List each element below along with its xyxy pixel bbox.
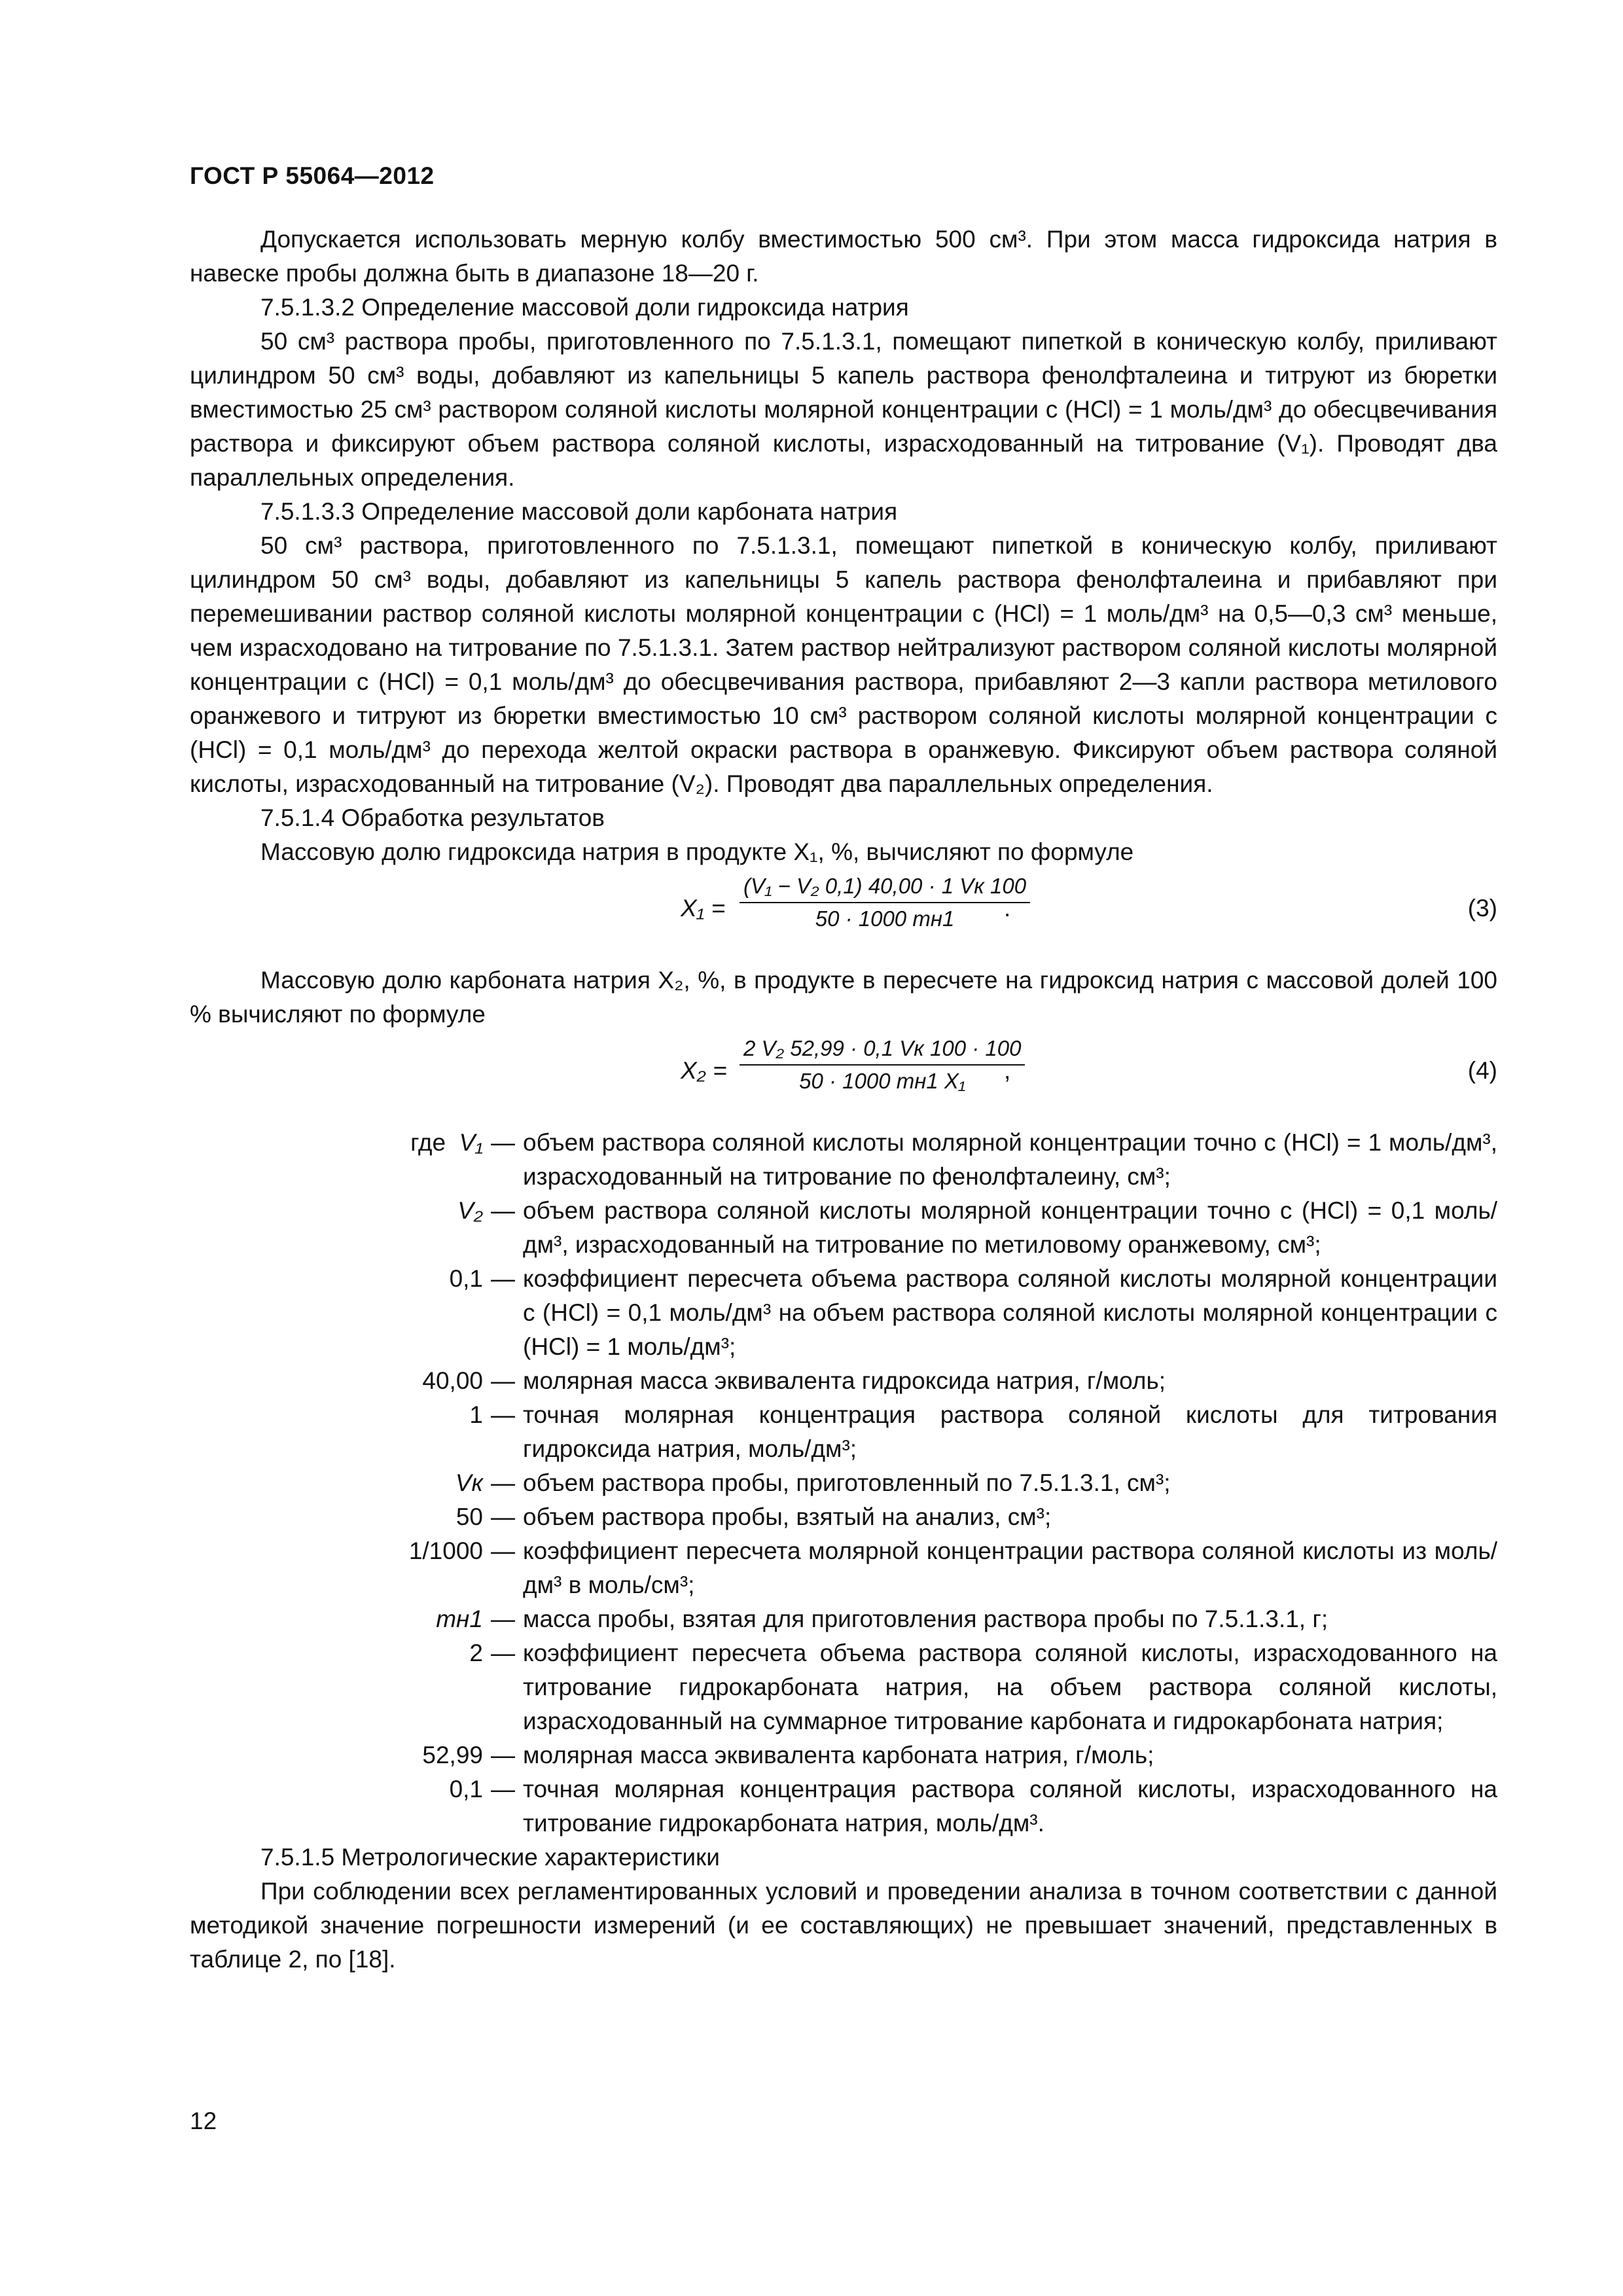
formula-3-number: (3)	[1467, 895, 1497, 922]
formula-3	[190, 872, 1497, 949]
formula-legend	[190, 1126, 1497, 1840]
legend-dash: —	[491, 1401, 515, 1428]
legend-dash: —	[491, 1129, 515, 1156]
legend-text: объем раствора соляной кислоты молярной концентрации точно с (HCl) = 0,1 моль/дм³, израсходованный на титрование по метиловому оранжевому, см³;	[523, 1197, 1497, 1258]
formula-4-number: (4)	[1467, 1057, 1497, 1084]
legend-dash: —	[491, 1605, 515, 1632]
legend-text: объем раствора пробы, взятый на анализ, см³;	[523, 1503, 1052, 1530]
legend-row	[190, 1602, 1497, 1636]
formula-4-denominator: 50 · 1000 mн1 X₁	[799, 1069, 966, 1093]
legend-row	[190, 1772, 1497, 1840]
formula-4-lhs: X₂ =	[681, 1057, 727, 1084]
document-header: ГОСТ Р 55064—2012	[190, 162, 435, 189]
legend-row	[190, 1262, 1497, 1364]
legend-symbol: 0,1	[449, 1265, 483, 1292]
legend-text: точная молярная концентрация раствора соляной кислоты, израсходованного на титрование гидрокарбоната натрия, моль/дм³.	[523, 1776, 1497, 1837]
legend-symbol: 40,00	[422, 1367, 483, 1394]
legend-text: коэффициент пересчета молярной концентрации раствора соляной кислоты из моль/дм³ в моль/см³;	[523, 1537, 1497, 1598]
formula-4	[190, 1034, 1497, 1111]
legend-symbol: 2	[469, 1640, 483, 1666]
formula-4-tail: ,	[1004, 1057, 1011, 1084]
legend-symbol-text: V₁	[459, 1129, 483, 1156]
formula-3-lhs: X₁ =	[681, 895, 726, 922]
legend-row	[190, 1398, 1497, 1466]
legend-dash: —	[491, 1776, 515, 1803]
formula-3-numerator: (V₁ − V₂ 0,1) 40,00 · 1 Vк 100	[740, 872, 1030, 903]
legend-row	[190, 1466, 1497, 1500]
legend-row	[190, 1738, 1497, 1772]
legend-dash: —	[491, 1537, 515, 1564]
page-number: 12	[190, 2108, 217, 2134]
legend-dash: —	[491, 1469, 515, 1496]
legend-symbol: 0,1	[449, 1776, 483, 1803]
legend-dash: —	[491, 1640, 515, 1666]
paragraph-na2co3-procedure: 50 см³ раствора, приготовленного по 7.5.1.3.1, помещают пипеткой в коническую колбу, приливают цилиндром 50 см³ воды, добавляют из капельницы 5 капель раствора фенолфталеина и прибавляют при перемешивании раствор соляной кислоты молярной концентрации с (HCl) = 1 моль/дм³ на 0,5—0,3 см³ меньше, чем израсходовано на титрование по 7.5.1.3.1. Затем раствор нейтрализуют раствором соляной кислоты молярной концентрации с (HCl) = 0,1 моль/дм³ до обесцвечивания раствора, прибавляют 2—3 капли раствора метилового оранжевого и титруют из бюретки вместимостью 10 см³ раствором соляной кислоты молярной концентрации с (HCl) = 0,1 моль/дм³ до перехода желтой окраски раствора в оранжевую. Фиксируют объем раствора соляной кислоты, израсходованный на титрование (V₂). Проводят два параллельных определения.	[190, 532, 1497, 797]
formula-3-denominator: 50 · 1000 mн1	[815, 906, 955, 931]
legend-symbol: mн1	[436, 1605, 483, 1632]
legend-symbol: V₂	[457, 1197, 483, 1224]
legend-row	[190, 1364, 1497, 1398]
legend-text: молярная масса эквивалента карбоната натрия, г/моль;	[523, 1742, 1154, 1768]
legend-text: масса пробы, взятая для приготовления раствора пробы по 7.5.1.3.1, г;	[523, 1605, 1329, 1632]
legend-dash: —	[491, 1742, 515, 1768]
legend-dash: —	[491, 1197, 515, 1224]
legend-text: коэффициент пересчета объема раствора соляной кислоты молярной концентрации с (HCl) = 0,1 моль/дм³ на объем раствора соляной кислоты молярной концентрации с (HCl) = 1 моль/дм³;	[523, 1265, 1497, 1360]
legend-row	[190, 1194, 1497, 1262]
section-heading-7-5-1-5: 7.5.1.5 Метрологические характеристики	[260, 1844, 720, 1871]
legend-dash: —	[491, 1265, 515, 1292]
legend-row	[190, 1126, 1497, 1194]
legend-text: объем раствора пробы, приготовленный по 7.5.1.3.1, см³;	[523, 1469, 1171, 1496]
legend-symbol: 1/1000	[408, 1537, 483, 1564]
paragraph-naoh-procedure: 50 см³ раствора пробы, приготовленного по 7.5.1.3.1, помещают пипеткой в коническую колбу, приливают цилиндром 50 см³ воды, добавляют из капельницы 5 капель раствора фенолфталеина и титруют из бюретки вместимостью 25 см³ раствором соляной кислоты молярной концентрации с (HCl) = 1 моль/дм³ до обесцвечивания раствора и фиксируют объем раствора соляной кислоты, израсходованный на титрование (V₁). Проводят два параллельных определения.	[190, 328, 1497, 491]
section-heading-7-5-1-3-3: 7.5.1.3.3 Определение массовой доли карбоната натрия	[260, 498, 898, 525]
paragraph-flask: Допускается использовать мерную колбу вместимостью 500 см³. При этом масса гидроксида натрия в навеске пробы должна быть в диапазоне 18—20 г.	[190, 226, 1497, 287]
legend-where: где	[410, 1129, 446, 1156]
legend-row	[190, 1534, 1497, 1602]
legend-dash: —	[491, 1503, 515, 1530]
legend-text: коэффициент пересчета объема раствора соляной кислоты, израсходованного на титрование гидрокарбоната натрия, на объем раствора соляной кислоты, израсходованный на суммарное титрование карбоната и гидрокарбоната натрия;	[523, 1640, 1497, 1734]
section-heading-7-5-1-4: 7.5.1.4 Обработка результатов	[260, 804, 605, 831]
paragraph-formula-4-intro: Массовую долю карбоната натрия X₂, %, в продукте в пересчете на гидроксид натрия с массовой долей 100 % вычисляют по формуле	[190, 967, 1497, 1028]
legend-symbol	[190, 1126, 483, 1160]
formula-4-numerator: 2 V₂ 52,99 · 0,1 Vк 100 · 100	[740, 1034, 1025, 1066]
legend-symbol: 1	[469, 1401, 483, 1428]
document-body	[190, 223, 1497, 1977]
legend-symbol: 52,99	[422, 1742, 483, 1768]
legend-symbol: 50	[455, 1503, 483, 1530]
legend-text: молярная масса эквивалента гидроксида натрия, г/моль;	[523, 1367, 1166, 1394]
section-heading-7-5-1-3-2: 7.5.1.3.2 Определение массовой доли гидроксида натрия	[260, 294, 909, 321]
legend-text: объем раствора соляной кислоты молярной концентрации точно с (HCl) = 1 моль/дм³, израсходованный на титрование по фенолфталеину, см³;	[523, 1129, 1497, 1190]
formula-3-fraction	[740, 872, 1030, 933]
legend-dash: —	[491, 1367, 515, 1394]
legend-row	[190, 1500, 1497, 1534]
paragraph-metrology: При соблюдении всех регламентированных условий и проведении анализа в точном соответствии с данной методикой значение погрешности измерений (и ее составляющих) не превышает значений, представленных в таблице 2, по [18].	[190, 1878, 1497, 1973]
formula-3-tail: .	[1004, 895, 1011, 922]
formula-4-fraction	[740, 1034, 1025, 1096]
legend-symbol: Vк	[455, 1469, 483, 1496]
legend-text: точная молярная концентрация раствора соляной кислоты для титрования гидроксида натрия, моль/дм³;	[523, 1401, 1497, 1462]
paragraph-formula-3-intro: Массовую долю гидроксида натрия в продукте X₁, %, вычисляют по формуле	[260, 838, 1134, 865]
legend-row	[190, 1636, 1497, 1738]
